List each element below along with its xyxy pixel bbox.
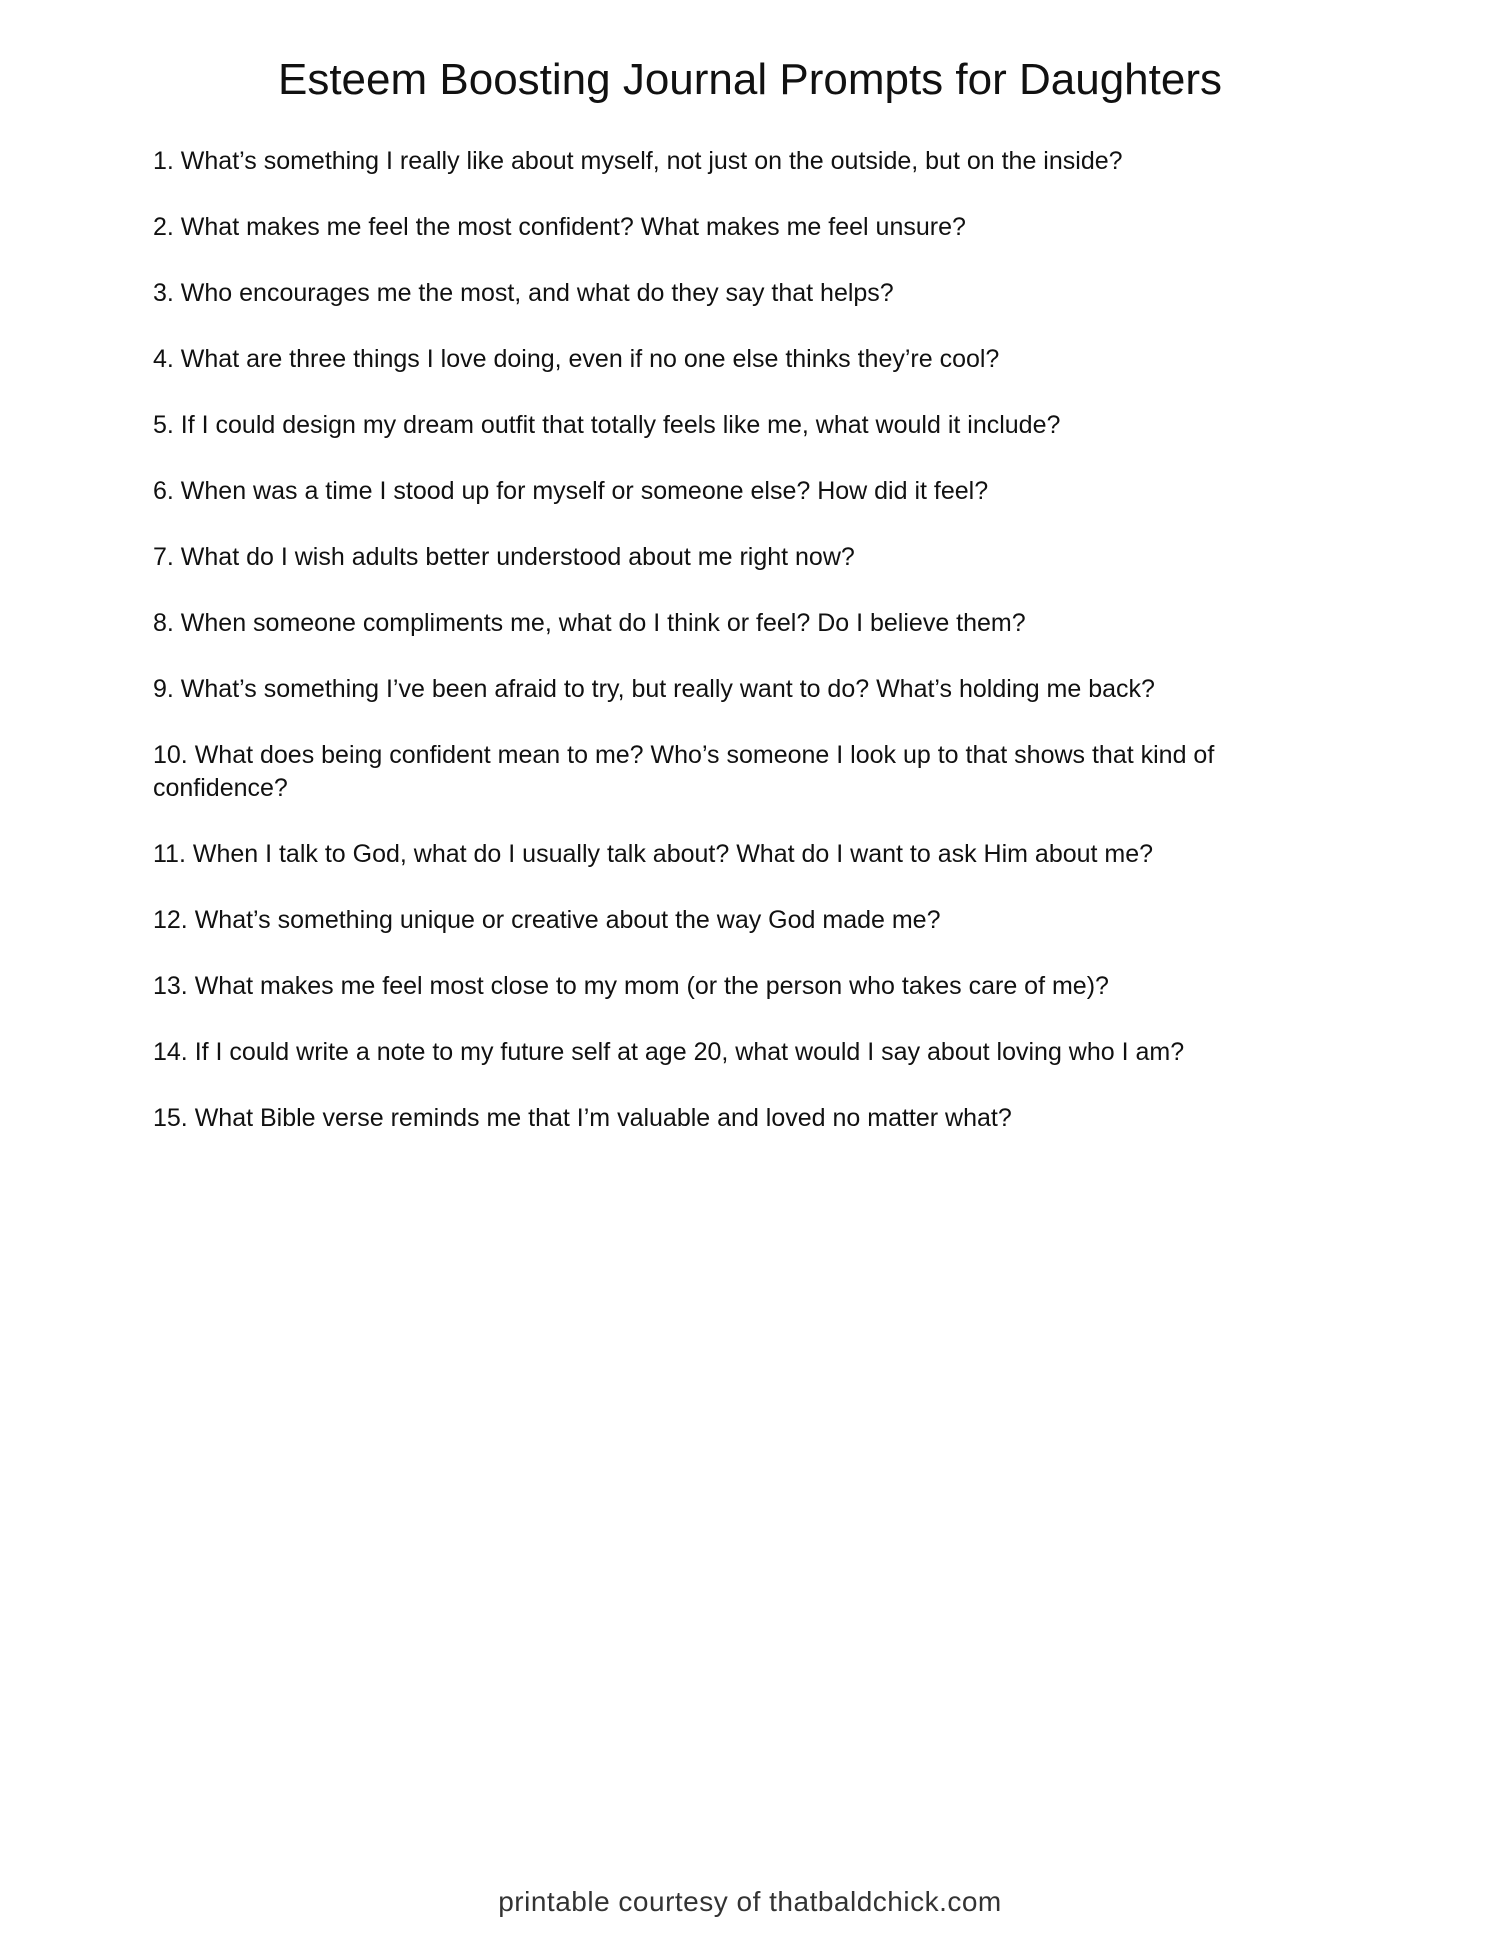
footer-credit: printable courtesy of thatbaldchick.com — [498, 1886, 1002, 1917]
prompt-item-14: 14. If I could write a note to my future self at age 20, what would I say about loving who I am? — [153, 1038, 1185, 1066]
prompt-list — [153, 145, 1323, 1168]
prompt-item-15: 15. What Bible verse reminds me that I’m valuable and loved no matter what? — [153, 1104, 1012, 1132]
prompt-item-7: 7. What do I wish adults better understood about me right now? — [153, 543, 855, 571]
prompt-item-13: 13. What makes me feel most close to my mom (or the person who takes care of me)? — [153, 972, 1109, 1000]
prompt-item-10: 10. What does being confident mean to me? Who’s someone I look up to that shows that kind of confidence? — [153, 741, 1215, 802]
prompt-item-4: 4. What are three things I love doing, even if no one else thinks they’re cool? — [153, 345, 1000, 373]
prompt-item-8: 8. When someone compliments me, what do I think or feel? Do I believe them? — [153, 609, 1026, 637]
prompt-item-11: 11. When I talk to God, what do I usually talk about? What do I want to ask Him about me? — [153, 840, 1154, 868]
prompt-item-1: 1. What’s something I really like about myself, not just on the outside, but on the inside? — [153, 147, 1123, 175]
prompt-item-12: 12. What’s something unique or creative about the way God made me? — [153, 906, 941, 934]
prompt-item-9: 9. What’s something I’ve been afraid to try, but really want to do? What’s holding me back? — [153, 675, 1155, 703]
prompt-item-6: 6. When was a time I stood up for myself or someone else? How did it feel? — [153, 477, 989, 505]
prompt-item-3: 3. Who encourages me the most, and what do they say that helps? — [153, 279, 894, 307]
page-title: Esteem Boosting Journal Prompts for Daughters — [277, 55, 1222, 104]
prompt-item-2: 2. What makes me feel the most confident? What makes me feel unsure? — [153, 213, 966, 241]
prompt-item-5: 5. If I could design my dream outfit that totally feels like me, what would it include? — [153, 411, 1061, 439]
